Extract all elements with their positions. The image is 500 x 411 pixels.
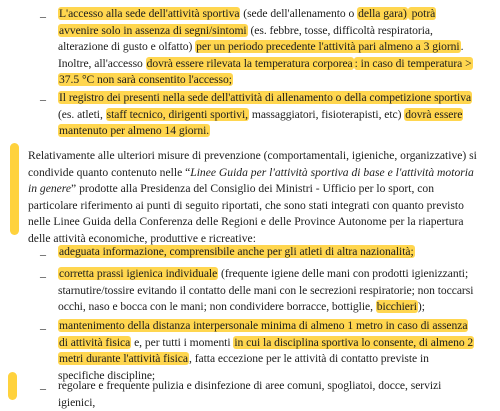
highlighted-text: staff tecnico, dirigenti sportivi, bbox=[106, 107, 249, 121]
margin-highlight-mark bbox=[10, 143, 19, 235]
text-segment: ); bbox=[417, 300, 425, 313]
highlighted-text: potrà avvenire solo in assenza di segni/sintomi bbox=[59, 7, 436, 37]
bullet-text bbox=[58, 6, 476, 89]
text-segment: massaggiatori, fisioterapisti, etc) bbox=[249, 107, 405, 121]
text-segment: (es. febbre, tosse, difficoltà respiratoria, alterazione di gusto e olfatto) bbox=[58, 23, 433, 53]
highlighted-text: per un periodo precedente l'attività pari almeno a 3 giorni bbox=[196, 40, 460, 53]
text-segment: , fatta eccezione per le attività di contatto previste in specifiche discipline; bbox=[58, 352, 429, 382]
highlighted-text: : in caso di temperatura > 37.5 °C non sarà consentito l'accesso; bbox=[59, 56, 472, 86]
bullet-dash: – bbox=[40, 247, 46, 261]
highlighted-text: in cui la disciplina sportiva lo consente, di almeno 2 metri durante l'attività fisica bbox=[59, 335, 474, 365]
intro-paragraph bbox=[28, 148, 478, 247]
highlighted-text: adeguata informazione, comprensibile anche per gli atleti di altra nazionalità; bbox=[59, 245, 414, 258]
bullet-dash: – bbox=[40, 269, 46, 283]
highlighted-text: corretta prassi igienica individuale bbox=[59, 267, 218, 280]
bullet-dash: – bbox=[40, 321, 46, 335]
highlighted-text: L'accesso alla sede dell'attività sportiva bbox=[59, 7, 240, 20]
highlighted-text: della gara) bbox=[358, 7, 407, 20]
text-segment: (sede dell'allenamento o bbox=[240, 7, 358, 20]
intro-text-after: ” prodotte alla Presidenza del Consiglio dei Ministri - Ufficio per lo sport, con particolare riferimento ai punti di seguito riportati, che sono stati integrati con quanto previsto nelle Linee Guida della Conferenza delle Regioni e delle Province Autonome per la riapertura delle attività economiche, produttive e ricreative: bbox=[28, 182, 464, 245]
bullet-text bbox=[58, 90, 476, 140]
highlighted-text: dovrà essere mantenuto per almeno 14 giorni. bbox=[59, 107, 463, 137]
text-segment: e, per tutti i momenti bbox=[131, 335, 234, 349]
highlighted-text: dovrà essere rilevata la temperatura corporea bbox=[146, 56, 353, 70]
bullet-dash: – bbox=[40, 92, 46, 106]
intro-text-before: Relativamente alle ulteriori misure di prevenzione (comportamentali, igieniche, organizzative) si condivide quanto contenuto nelle “ bbox=[28, 149, 477, 179]
text-segment: regolare e frequente pulizia e disinfezione di aree comuni, spogliatoi, docce, servizi igienici, bbox=[58, 379, 442, 409]
text-segment: . Inoltre, all'accesso bbox=[58, 40, 464, 70]
bullet-dash: – bbox=[40, 381, 46, 395]
bullet-text bbox=[58, 266, 476, 316]
highlighted-text: mantenimento della distanza interpersonale minima di almeno 1 metro in caso di assenza di attività fisica bbox=[59, 319, 468, 349]
bullet-text bbox=[58, 244, 476, 261]
text-segment: (es. atleti, bbox=[58, 107, 106, 121]
highlighted-text: bicchieri bbox=[376, 300, 417, 313]
guidelines-title: Linee Guida per l'attività sportiva di base e l'attività motoria in genere bbox=[28, 165, 474, 195]
margin-highlight-mark bbox=[8, 372, 17, 400]
highlighted-text: Il registro dei presenti nella sede dell'attività di allenamento o della competizione sportiva bbox=[59, 91, 472, 104]
bullet-text bbox=[58, 378, 476, 411]
text-segment: (frequente igiene delle mani con prodotti igienizzanti; starnutire/tossire evitando il contatto delle mani con le secrezioni respiratorie; non toccarsi occhi, naso e bocca con le mani; non condividere borracce, bottiglie, bbox=[58, 267, 474, 313]
bullet-text bbox=[58, 318, 476, 384]
bullet-dash: – bbox=[40, 9, 46, 23]
